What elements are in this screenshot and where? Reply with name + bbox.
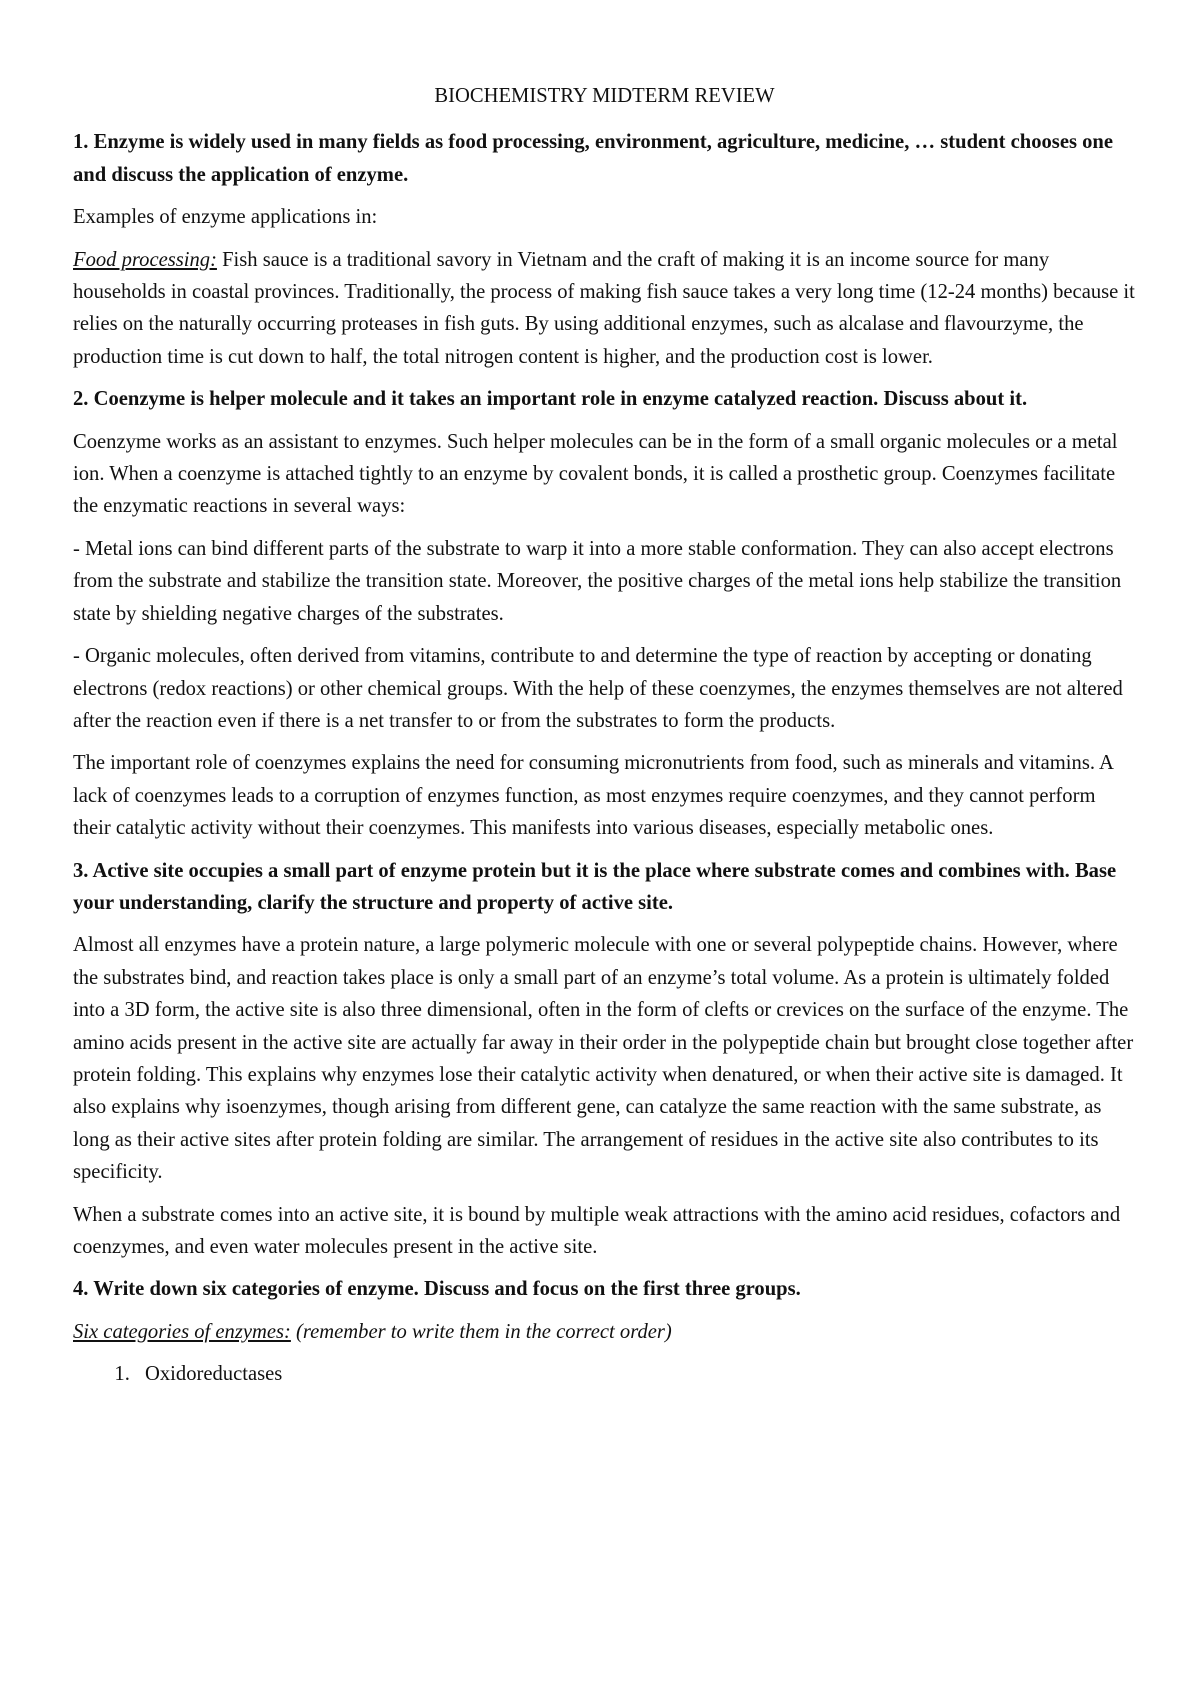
q2-paragraph-3: - Organic molecules, often derived from vitamins, contribute to and determine the type of reaction by accepting or donating electrons (redox reactions) or other chemical groups. With the help of these coenzymes, the enzymes themselves are not altered after the reaction even if there is a net transfer to or from the substrates to form the products. (73, 645, 1123, 732)
food-processing-text: Fish sauce is a traditional savory in Vietnam and the craft of making it is an income source for many households in coastal provinces. Traditionally, the process of making fish sauce takes a very long time (12-24 months) because it relies on the naturally occurring proteases in fish guts. By using additional enzymes, such as alcalase and flavourzyme, the production time is cut down to half, the total nitrogen content is higher, and the production cost is lower. (73, 248, 1135, 368)
q4-categories-line (73, 1316, 1136, 1348)
q3-paragraph-1: Almost all enzymes have a protein nature, a large polymeric molecule with one or several polypeptide chains. However, where the substrates bind, and reaction takes place is only a small part of an enzyme’s total volume. As a protein is ultimately folded into a 3D form, the active site is also three dimensional, often in the form of clefts or crevices on the surface of the enzyme. The amino acids present in the active site are actually far away in their order in the polypeptide chain but brought close together after protein folding. This explains why enzymes lose their catalytic activity when denatured, or when their active site is damaged. It also explains why isoenzymes, though arising from different gene, can catalyze the same reaction with the same substrate, as long as their active sites after protein folding are similar. The arrangement of residues in the active site also contributes to its specificity. (73, 934, 1134, 1184)
question-2-heading: 2. Coenzyme is helper molecule and it takes an important role in enzyme catalyzed reaction. Discuss about it. (73, 388, 1028, 411)
q1-food-processing-paragraph (73, 244, 1136, 374)
page-title: BIOCHEMISTRY MIDTERM REVIEW (434, 85, 775, 107)
question-3-heading: 3. Active site occupies a small part of enzyme protein but it is the place where substrate comes and combines with. Base your understanding, clarify the structure and property of active site. (73, 859, 1117, 914)
q2-paragraph-1: Coenzyme works as an assistant to enzymes. Such helper molecules can be in the form of a small organic molecules or a metal ion. When a coenzyme is attached tightly to an enzyme by covalent bonds, it is called a prosthetic group. Coenzymes facilitate the enzymatic reactions in several ways: (73, 430, 1118, 518)
question-1-heading: 1. Enzyme is widely used in many fields as food processing, environment, agriculture, medicine, … student chooses one and discuss the application of enzyme. (73, 131, 1114, 186)
six-categories-instruction: (remember to write them in the correct order) (290, 1320, 672, 1343)
q2-paragraph-4: The important role of coenzymes explains the need for consuming micronutrients from food, such as minerals and vitamins. A lack of coenzymes leads to a corruption of enzymes function, as most enzymes require coenzymes, and they cannot perform their catalytic activity without their coenzymes. This manifests into various diseases, especially metabolic ones. (73, 752, 1113, 840)
list-item: 1. Oxidoreductases (135, 1358, 1136, 1390)
food-processing-label: Food processing: (73, 248, 217, 271)
question-4-heading: 4. Write down six categories of enzyme. Discuss and focus on the first three groups. (73, 1278, 801, 1301)
q1-intro: Examples of enzyme applications in: (73, 206, 378, 229)
q2-paragraph-2: - Metal ions can bind different parts of the substrate to warp it into a more stable conformation. They can also accept electrons from the substrate and stabilize the transition state. Moreover, the positive charges of the metal ions help stabilize the transition state by shielding negative charges of the substrates. (73, 537, 1122, 625)
six-categories-label: Six categories of enzymes: (73, 1320, 291, 1343)
q3-paragraph-2: When a substrate comes into an active site, it is bound by multiple weak attractions with the amino acid residues, cofactors and coenzymes, and even water molecules present in the active site. (73, 1203, 1121, 1258)
enzyme-categories-list (73, 1358, 1136, 1390)
